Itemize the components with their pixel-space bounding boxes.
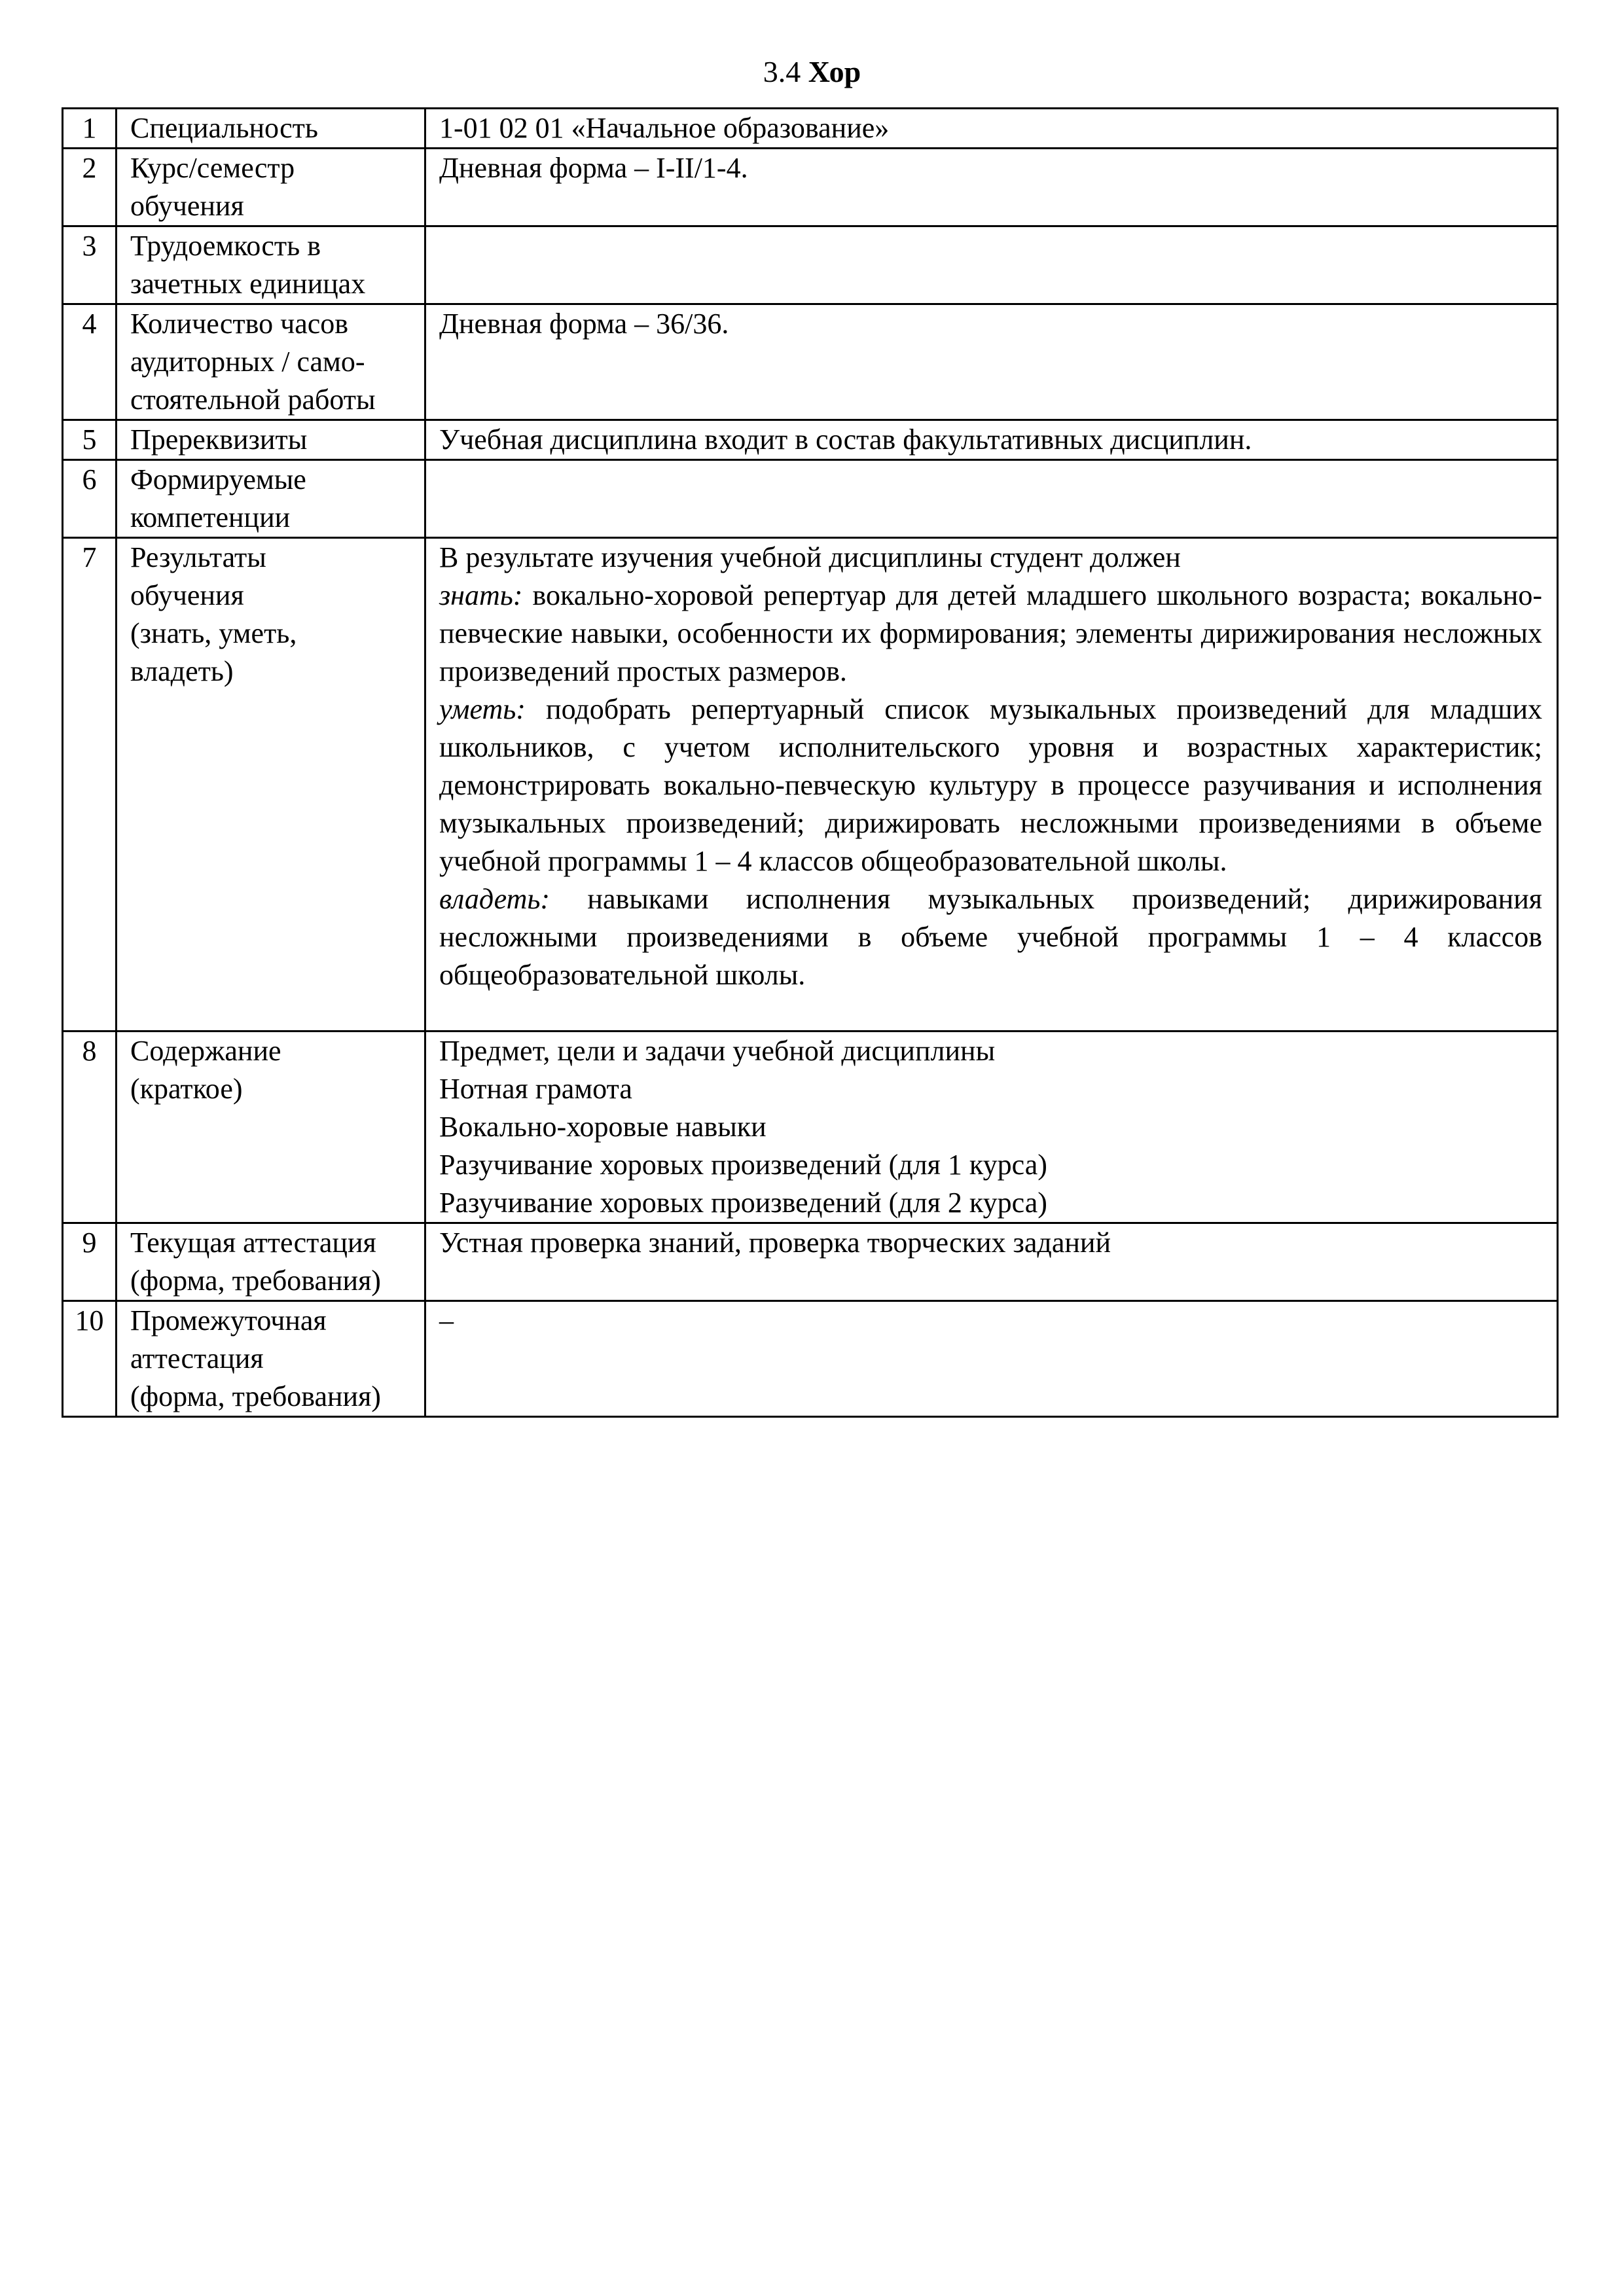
row-label-line: Промежуточная <box>130 1304 327 1336</box>
row-value-line: Дневная форма – I-II/1-4. <box>439 152 748 184</box>
row-value-line: – <box>439 1304 454 1336</box>
content-item: Разучивание хоровых произведений (для 2 курса) <box>439 1187 1047 1219</box>
row-value <box>425 149 1558 226</box>
row-label-line: обучения <box>130 579 244 611</box>
row-label-line: Результаты <box>130 541 266 573</box>
row-label-line: (форма, требования) <box>130 1380 381 1412</box>
row-label <box>117 1031 425 1223</box>
table-row <box>63 538 1558 1031</box>
row-label <box>117 460 425 538</box>
row-label <box>117 1301 425 1417</box>
row-value-line: Учебная дисциплина входит в состав факультативных дисциплин. <box>439 423 1252 456</box>
row-label-line: Содержание <box>130 1035 281 1067</box>
row-label-line: стоятельной работы <box>130 384 376 416</box>
row-number: 8 <box>63 1031 117 1223</box>
row-number: 4 <box>63 304 117 420</box>
section-number: 3.4 <box>763 55 801 88</box>
row-label-line: обучения <box>130 190 244 222</box>
row-label-line: Пререквизиты <box>130 423 308 456</box>
table-row <box>63 226 1558 304</box>
row-number: 9 <box>63 1223 117 1301</box>
row-label-line: Формируемые <box>130 463 306 495</box>
row-label-line: зачетных единицах <box>130 268 366 300</box>
content-item: Нотная грамота <box>439 1073 632 1105</box>
row-number: 1 <box>63 109 117 149</box>
can-text: подобрать репертуарный список музыкальных произведений для младших школьников, с учетом исполнительского уровня и возрастных характеристик; демонстрировать вокально-певческую культуру в процессе разучивания и исполнения музыкальных произведений; дирижировать несложными произведениями в объеме учебной программы 1 – 4 классов общеобразовательной школы. <box>439 693 1542 877</box>
discipline-info-table <box>62 107 1559 1418</box>
table-row <box>63 1301 1558 1417</box>
row-number: 3 <box>63 226 117 304</box>
outcomes-own <box>439 880 1542 994</box>
row-label <box>117 1223 425 1301</box>
row-number: 5 <box>63 420 117 460</box>
table-row <box>63 109 1558 149</box>
outcomes-know <box>439 577 1542 691</box>
row-number: 6 <box>63 460 117 538</box>
own-term: владеть: <box>439 883 550 915</box>
row-label-line: Количество часов <box>130 308 349 340</box>
table-row <box>63 304 1558 420</box>
row-label-line: компетенции <box>130 501 291 533</box>
row-label-line: аттестация <box>130 1342 264 1374</box>
row-label <box>117 304 425 420</box>
know-term: знать: <box>439 579 523 611</box>
row-value <box>425 420 1558 460</box>
row-label <box>117 109 425 149</box>
row-number: 10 <box>63 1301 117 1417</box>
table-row <box>63 420 1558 460</box>
section-name: Хор <box>808 55 861 88</box>
row-label-line: Трудоемкость в <box>130 230 321 262</box>
row-label-line: Текущая аттестация <box>130 1227 376 1259</box>
row-label-line: Курс/семестр <box>130 152 295 184</box>
row-value <box>425 1301 1558 1417</box>
row-label-line: (краткое) <box>130 1073 243 1105</box>
row-label-line: (форма, требования) <box>130 1265 381 1297</box>
row-label <box>117 149 425 226</box>
table-row <box>63 460 1558 538</box>
row-value-line: Устная проверка знаний, проверка творческих заданий <box>439 1227 1111 1259</box>
outcomes-intro: В результате изучения учебной дисциплины студент должен <box>439 541 1181 573</box>
table-row <box>63 149 1558 226</box>
row-label-line: владеть) <box>130 655 234 687</box>
row-number: 2 <box>63 149 117 226</box>
row-number: 7 <box>63 538 117 1031</box>
table-row <box>63 1031 1558 1223</box>
row-value-line: Дневная форма – 36/36. <box>439 308 729 340</box>
content-item: Вокально-хоровые навыки <box>439 1111 767 1143</box>
row-value-line: 1-01 02 01 «Начальное образование» <box>439 112 890 144</box>
row-value <box>425 1031 1558 1223</box>
row-label-line: аудиторных / само- <box>130 346 365 378</box>
content-item: Предмет, цели и задачи учебной дисциплины <box>439 1035 996 1067</box>
content-item: Разучивание хоровых произведений (для 1 курса) <box>439 1149 1047 1181</box>
row-value <box>425 226 1558 304</box>
table-row <box>63 1223 1558 1301</box>
row-value <box>425 109 1558 149</box>
page-title <box>0 54 1624 90</box>
row-value <box>425 304 1558 420</box>
outcomes-can <box>439 691 1542 880</box>
row-label <box>117 226 425 304</box>
row-value <box>425 1223 1558 1301</box>
row-label-line: Специальность <box>130 112 318 144</box>
row-value <box>425 460 1558 538</box>
can-term: уметь: <box>439 693 526 725</box>
row-label-line: (знать, уметь, <box>130 617 297 649</box>
row-label <box>117 538 425 1031</box>
learning-outcomes <box>425 538 1558 1031</box>
own-text: навыками исполнения музыкальных произведений; дирижирования несложными произведениями в объеме учебной программы 1 – 4 классов общеобразовательной школы. <box>439 883 1542 991</box>
row-label <box>117 420 425 460</box>
know-text: вокально-хоровой репертуар для детей младшего школьного возраста; вокально-певческие навыки, особенности их формирования; элементы дирижирования несложных произведений простых размеров. <box>439 579 1543 687</box>
